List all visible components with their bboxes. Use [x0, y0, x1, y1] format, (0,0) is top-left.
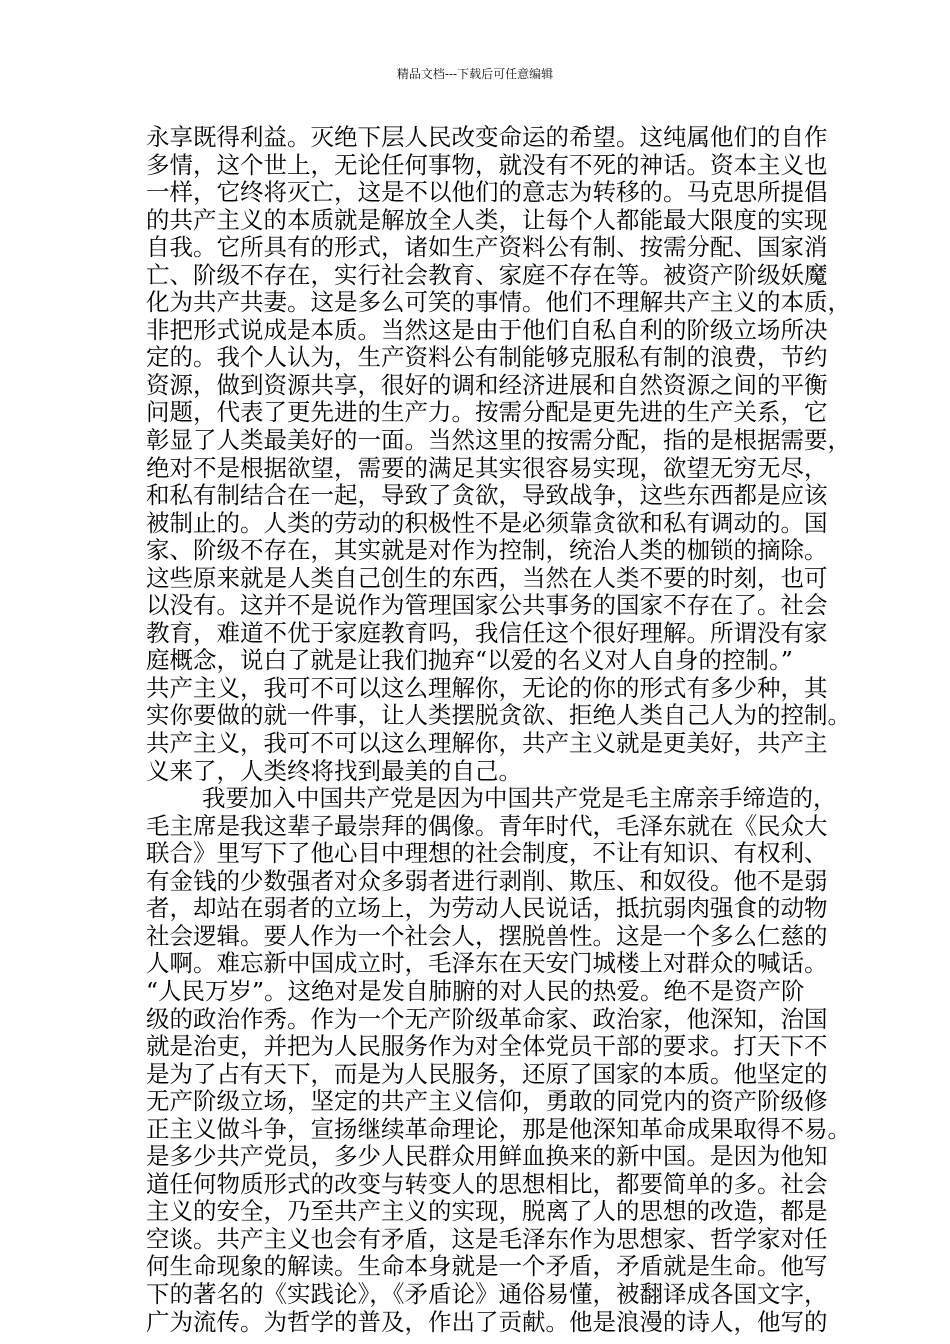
text-line: 空谈。共产主义也会有矛盾，这是毛泽东作为思想家、哲学家对任 — [146, 1224, 828, 1253]
text-line: 非把形式说成是本质。当然这是由于他们自私自利的阶级立场所决 — [146, 315, 828, 344]
text-line: 庭概念，说白了就是让我们抛弃“以爱的名义对人自身的控制。” — [146, 646, 793, 675]
text-line: 永享既得利益。灭绝下层人民改变命运的希望。这纯属他们的自作 — [146, 123, 828, 151]
text-line: 绝对不是根据欲望，需要的满足其实很容易实现，欲望无穷无尽， — [146, 453, 828, 482]
text-line: 联合》里写下了他心目中理想的社会制度，不让有知识、有权利、 — [146, 839, 828, 868]
text-line: 被制止的。人类的劳动的积极性不是必须靠贪欲和私有调动的。国 — [146, 508, 828, 537]
text-line: 以没有。这并不是说作为管理国家公共事务的国家不存在了。社会 — [146, 591, 828, 620]
document-body — [146, 123, 851, 1336]
text-line: 下的著名的《实践论》，《矛盾论》通俗易懂，被翻译成各国文字， — [146, 1279, 828, 1308]
text-line: 毛主席是我这辈子最崇拜的偶像。青年时代，毛泽东就在《民众大 — [146, 811, 828, 840]
text-line: 和私有制结合在一起，导致了贪欲，导致战争，这些东西都是应该 — [146, 481, 828, 510]
text-line: 道任何物质形式的改变与转变人的思想相比，都要简单的多。社会 — [146, 1169, 828, 1198]
text-line: 亡、阶级不存在，实行社会教育、家庭不存在等。被资产阶级妖魔 — [146, 260, 828, 289]
text-line: 多情，这个世上，无论任何事物，就没有不死的神话。资本主义也 — [146, 150, 828, 179]
text-line: 共产主义，我可不可以这么理解你，无论的你的形式有多少种，其 — [146, 673, 828, 702]
text-line: 广为流传。为哲学的普及，作出了贡献。他是浪漫的诗人，他写的 — [146, 1307, 828, 1336]
text-line: 自我。它所具有的形式，诸如生产资料公有制、按需分配、国家消 — [146, 233, 828, 262]
text-line: 定的。我个人认为，生产资料公有制能够克服私有制的浪费，节约 — [146, 343, 828, 372]
text-line: 实你要做的就一件事，让人类摆脱贪欲、拒绝人类自己人为的控制。 — [146, 701, 851, 730]
text-line: 是多少共产党员，多少人民群众用鲜血换来的新中国。是因为他知 — [146, 1142, 828, 1171]
text-line: 一样，它终将灭亡，这是不以他们的意志为转移的。马克思所提倡 — [146, 178, 828, 207]
text-line: 彰显了人类最美好的一面。当然这里的按需分配，指的是根据需要， — [146, 426, 851, 455]
text-line: 问题，代表了更先进的生产力。按需分配是更先进的生产关系，它 — [146, 398, 828, 427]
text-line: 人啊。难忘新中国成立时，毛泽东在天安门城楼上对群众的喊话。 — [146, 949, 828, 978]
text-line: 何生命现象的解读。生命本身就是一个矛盾，矛盾就是生命。他写 — [146, 1252, 828, 1281]
text-line: 共产主义，我可不可以这么理解你，共产主义就是更美好，共产主 — [146, 729, 828, 758]
text-line: 这些原来就是人类自己创生的东西，当然在人类不要的时刻，也可 — [146, 563, 828, 592]
text-line: 义来了，人类终将找到最美的自己。 — [146, 756, 522, 785]
text-line: 资源，做到资源共享，很好的调和经济进展和自然资源之间的平衡 — [146, 370, 828, 399]
text-line: 无产阶级立场，坚定的共产主义信仰，勇敢的同党内的资产阶级修 — [146, 1087, 828, 1116]
text-line: 是为了占有天下，而是为人民服务，还原了国家的本质。他坚定的 — [146, 1059, 828, 1088]
paragraph-start-line: 我要加入中国共产党是因为中国共产党是毛主席亲手缔造的， — [202, 784, 837, 813]
text-line: 家、阶级不存在，其实就是对作为控制，统治人类的枷锁的摘除。 — [146, 536, 828, 565]
text-line: 正主义做斗争，宣扬继续革命理论，那是他深知革命成果取得不易。 — [146, 1114, 851, 1143]
text-line: 教育，难道不优于家庭教育吗，我信任这个很好理解。所谓没有家 — [146, 618, 828, 647]
text-line: 社会逻辑。要人作为一个社会人，摆脱兽性。这是一个多么仁慈的 — [146, 921, 828, 950]
text-line: 的共产主义的本质就是解放全人类，让每个人都能最大限度的实现 — [146, 205, 828, 234]
text-line: 化为共产共妻。这是多么可笑的事情。他们不理解共产主义的本质， — [146, 288, 851, 317]
text-line: “人民万岁”。这绝对是发自肺腑的对人民的热爱。绝不是资产阶 — [146, 976, 805, 1005]
text-line: 级的政治作秀。作为一个无产阶级革命家、政治家，他深知，治国 — [146, 1004, 828, 1033]
text-line: 主义的安全，乃至共产主义的实现，脱离了人的思想的改造，都是 — [146, 1197, 828, 1226]
text-line: 就是治吏，并把为人民服务作为对全体党员干部的要求。打天下不 — [146, 1032, 828, 1061]
text-line: 有金钱的少数强者对众多弱者进行剥削、欺压、和奴役。他不是弱 — [146, 866, 828, 895]
text-line: 者，却站在弱者的立场上，为劳动人民说话，抵抗弱肉强食的动物 — [146, 894, 828, 923]
page-header: 精品文档---下载后可任意编辑 — [396, 67, 554, 81]
